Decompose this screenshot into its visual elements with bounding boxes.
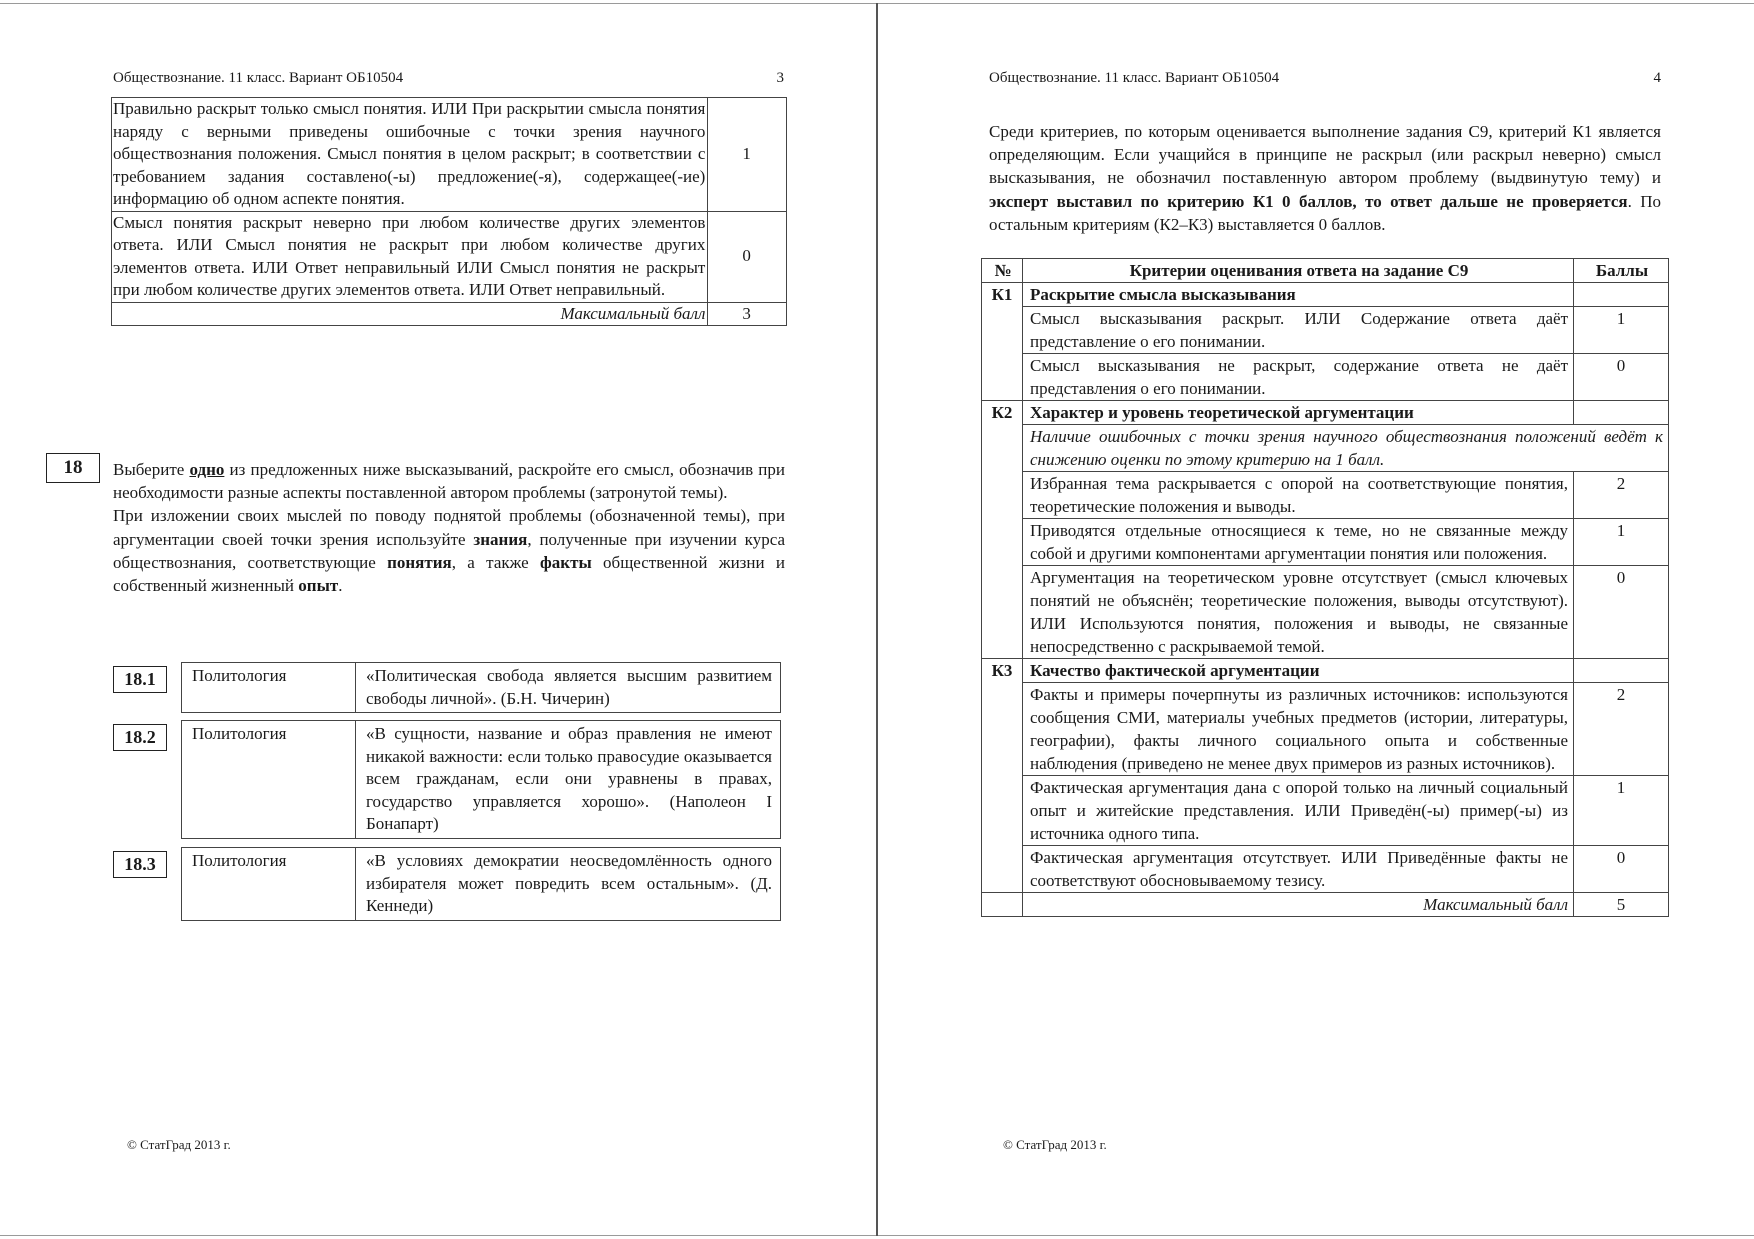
task-paragraph: При изложении своих мыслей по поводу поднятой проблемы (обозначенной темы), при аргументации своей точки зрения используйте знания, полученные при изучении курса обществознания, соответствующие понятия, а также факты общественной жизни и собственный жизненный опыт. [113, 506, 785, 596]
table-row [982, 683, 1669, 776]
criteria-cell: Фактическая аргументация дана с опорой только на личный социальный опыт и житейские представления. ИЛИ Приведён(-ы) пример(-ы) из источника одного типа. [1023, 776, 1574, 846]
table-row [982, 776, 1669, 846]
points-cell [1574, 283, 1669, 307]
criterion-code: К1 [982, 283, 1023, 401]
criteria-cell: Факты и примеры почерпнуты из различных источников: используются сообщения СМИ, материалы учебных предметов (истории, литературы, географии), факты личного социального опыта и собственные наблюдения (приведено не менее двух примеров из разных источников). [1023, 683, 1574, 776]
quote-table [181, 662, 781, 713]
quote-text: «В сущности, название и образ правления не имеют никакой важности: если только правосудие оказывается всем гражданам, если они уравнены в правах, государство управляется хорошо». (Наполеон I Бонапарт) [356, 721, 781, 839]
max-score-row [112, 302, 787, 326]
criteria-cell: Смысл высказывания не раскрыт, содержание ответа не даёт представления о его понимании. [1023, 354, 1574, 401]
table-row [982, 519, 1669, 566]
criterion-title-row [982, 283, 1669, 307]
criterion-title-row [982, 401, 1669, 425]
criterion-code: К2 [982, 401, 1023, 659]
points-cell: 1 [1574, 307, 1669, 354]
page-right [878, 0, 1754, 1239]
table-row [112, 211, 787, 302]
criteria-cell: Правильно раскрыт только смысл понятия. ИЛИ При раскрытии смысла понятия наряду с верными приведены ошибочные с точки зрения научного обществознания положения. Смысл понятия в целом раскрыт; в соответствии с требованием задания составлено(-ы) предложение(-я), содержащее(-ие) информацию об одном аспекте понятия. [112, 98, 708, 212]
page-number: 4 [1653, 70, 1661, 86]
empty-cell [982, 893, 1023, 917]
score-cell: 1 [708, 98, 787, 212]
quote-text: «В условиях демократии неосведомлённость одного избирателя может повредить всем остальным». (Д. Кеннеди) [356, 848, 781, 921]
criteria-cell: Фактическая аргументация отсутствует. ИЛИ Приведённые факты не соответствуют обосновываемому тезису. [1023, 846, 1574, 893]
page-header [113, 70, 784, 87]
criterion-title: Характер и уровень теоретической аргументации [1023, 401, 1574, 425]
header-title: Обществознание. 11 класс. Вариант ОБ10504 [113, 70, 404, 86]
table-header-row [982, 259, 1669, 283]
table-row [982, 472, 1669, 519]
points-cell: 2 [1574, 683, 1669, 776]
criterion-title-row [982, 659, 1669, 683]
points-cell: 2 [1574, 472, 1669, 519]
criteria-cell: Избранная тема раскрывается с опорой на соответствующие понятия, теоретические положения и выводы. [1023, 472, 1574, 519]
table-row [982, 846, 1669, 893]
criteria-cell: Смысл понятия раскрыт неверно при любом количестве других элементов ответа. ИЛИ Смысл понятия не раскрыт при любом количестве других элементов ответа. ИЛИ Ответ неправильный ИЛИ Смысл понятия не раскрыт при любом количестве других элементов ответа. ИЛИ Ответ неправильный. [112, 211, 708, 302]
criteria-table [981, 258, 1669, 917]
col-number-header: № [982, 259, 1023, 283]
points-cell [1574, 401, 1669, 425]
criteria-cell: Аргументация на теоретическом уровне отсутствует (смысл ключевых понятий не объяснён; теоретические положения, выводы отсутствуют). ИЛИ Используются понятия, положения и выводы, не связанные непосредственно с раскрываемой темой. [1023, 566, 1574, 659]
table-row [982, 307, 1669, 354]
table-row [982, 566, 1669, 659]
quote-area: Политология [182, 721, 356, 839]
criterion-title: Качество фактической аргументации [1023, 659, 1574, 683]
criterion-note: Наличие ошибочных с точки зрения научного обществознания положений ведёт к снижению оценки по этому критерию на 1 балл. [1023, 425, 1669, 472]
page-header [989, 70, 1661, 87]
page-left [0, 0, 876, 1239]
score-cell: 0 [708, 211, 787, 302]
criterion-code: К3 [982, 659, 1023, 893]
criteria-cell: Приводятся отдельные относящиеся к теме, но не связанные между собой и другими компонентами аргументации понятия или положения. [1023, 519, 1574, 566]
col-criteria-header: Критерии оценивания ответа на задание С9 [1023, 259, 1574, 283]
col-points-header: Баллы [1574, 259, 1669, 283]
page-number: 3 [776, 70, 784, 86]
points-cell: 0 [1574, 846, 1669, 893]
criteria-cell: Смысл высказывания раскрыт. ИЛИ Содержание ответа даёт представление о его понимании. [1023, 307, 1574, 354]
page-footer: © СтатГрад 2013 г. [127, 1137, 231, 1152]
quote-area: Политология [182, 663, 356, 713]
max-score-value: 5 [1574, 893, 1669, 917]
table-row [112, 98, 787, 212]
points-cell: 1 [1574, 519, 1669, 566]
max-score-value: 3 [708, 302, 787, 326]
max-score-label: Максимальный балл [1023, 893, 1574, 917]
task-instructions [113, 458, 785, 597]
quote-number-box: 18.2 [113, 724, 167, 751]
scoring-table-continued [111, 97, 787, 326]
task-number-box: 18 [46, 453, 100, 483]
quote-number-box: 18.3 [113, 851, 167, 878]
criteria-intro [989, 120, 1661, 236]
max-score-row [982, 893, 1669, 917]
intro-paragraph: Среди критериев, по которым оценивается выполнение задания С9, критерий К1 является определяющим. Если учащийся в принципе не раскрыл (или раскрыл неверно) смысл высказывания, не обозначил поставленную автором проблему (выдвинутую тему) и эксперт выставил по критерию К1 0 баллов, то ответ дальше не проверяется. По остальным критериям (К2–К3) выставляется 0 баллов. [989, 122, 1662, 234]
criterion-title: Раскрытие смысла высказывания [1023, 283, 1574, 307]
quote-table [181, 847, 781, 921]
points-cell [1574, 659, 1669, 683]
points-cell: 0 [1574, 566, 1669, 659]
points-cell: 0 [1574, 354, 1669, 401]
table-row [982, 354, 1669, 401]
page-footer: © СтатГрад 2013 г. [1003, 1137, 1107, 1152]
max-score-label: Максимальный балл [112, 302, 708, 326]
quote-area: Политология [182, 848, 356, 921]
header-title: Обществознание. 11 класс. Вариант ОБ10504 [989, 70, 1280, 86]
criterion-note-row [982, 425, 1669, 472]
quote-number-box: 18.1 [113, 666, 167, 693]
quote-table [181, 720, 781, 839]
quote-text: «Политическая свобода является высшим развитием свободы личной». (Б.Н. Чичерин) [356, 663, 781, 713]
task-paragraph: Выберите одно из предложенных ниже высказываний, раскройте его смысл, обозначив при необходимости разные аспекты поставленной автором проблемы (затронутой темы). [113, 460, 785, 503]
points-cell: 1 [1574, 776, 1669, 846]
